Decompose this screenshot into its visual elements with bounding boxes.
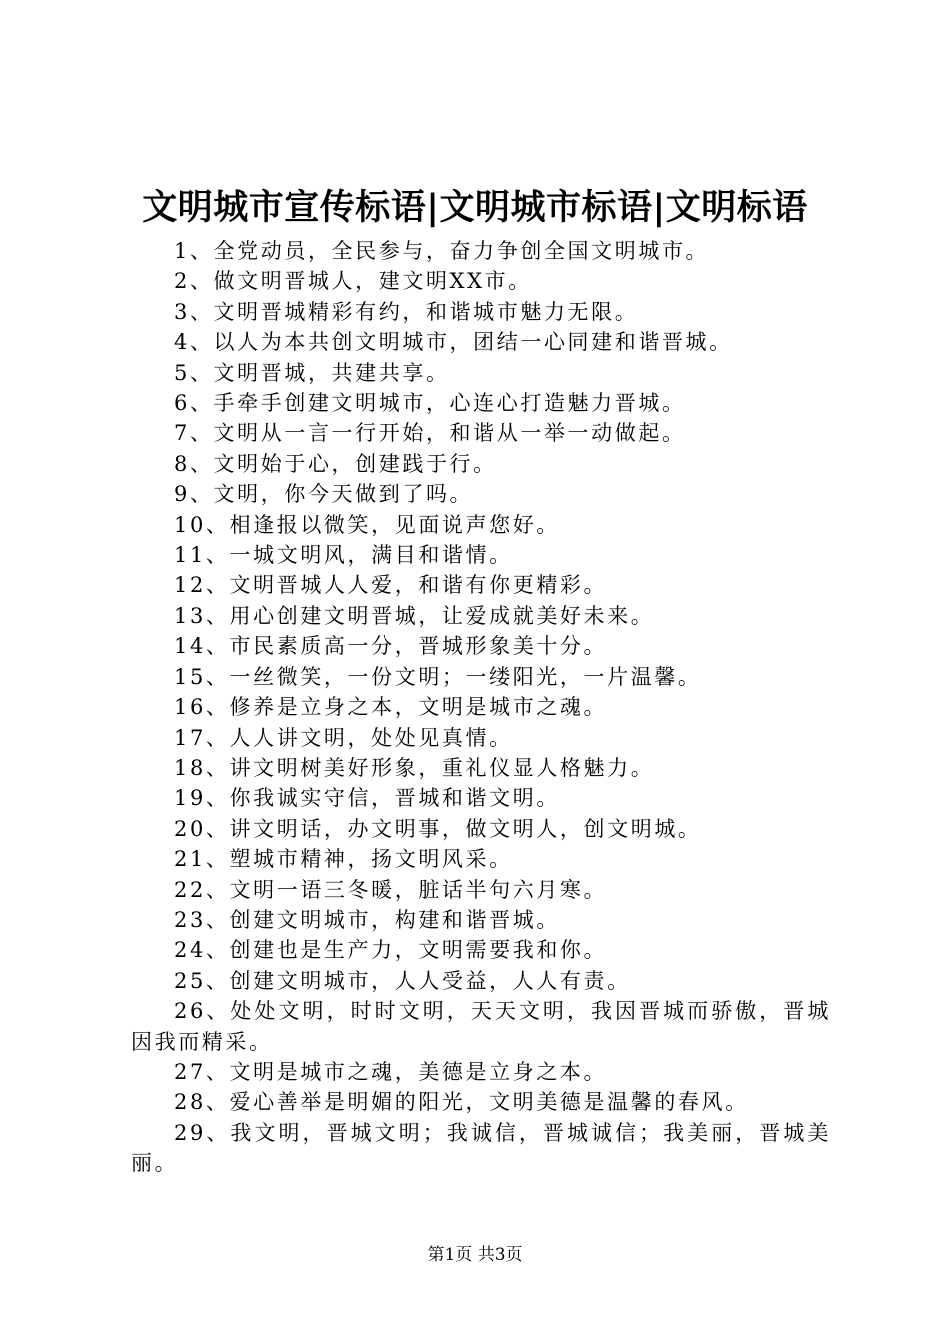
slogan-item: 17、人人讲文明，处处见真情。: [174, 725, 513, 750]
slogan-item: 6、手牵手创建文明城市，心连心打造魅力晋城。: [174, 391, 686, 416]
slogan-item: 11、一城文明风，满目和谐情。: [174, 543, 513, 568]
slogan-item: 14、市民素质高一分，晋城形象美十分。: [174, 634, 608, 659]
slogan-item: 3、文明晋城精彩有约，和谐城市魅力无限。: [174, 299, 639, 324]
slogan-item: 24、创建也是生产力，文明需要我和你。: [174, 938, 608, 963]
slogan-item: 4、以人为本共创文明城市，团结一心同建和谐晋城。: [174, 330, 733, 355]
slogan-item: 20、讲文明话，办文明事，做文明人，创文明城。: [174, 816, 702, 841]
slogan-item: 16、修养是立身之本，文明是城市之魂。: [174, 695, 608, 720]
slogan-list: [131, 236, 831, 1179]
slogan-item: 23、创建文明城市，构建和谐晋城。: [174, 907, 560, 932]
slogan-item: 8、文明始于心，创建践于行。: [174, 451, 497, 476]
slogan-item: 25、创建文明城市，人人受益，人人有责。: [174, 968, 631, 993]
document-title: 文明城市宣传标语|文明城市标语|文明标语: [142, 187, 808, 228]
slogan-item: 9、文明，你今天做到了吗。: [174, 482, 474, 507]
page-footer: 第1页 共3页: [427, 1245, 523, 1265]
slogan-item: 27、文明是城市之魂，美德是立身之本。: [174, 1059, 608, 1084]
slogan-item: 7、文明从一言一行开始，和谐从一举一动做起。: [174, 421, 686, 446]
slogan-item: 1、全党动员，全民参与，奋力争创全国文明城市。: [174, 239, 710, 263]
slogan-item: 21、塑城市精神，扬文明风采。: [174, 847, 513, 872]
slogan-item: 26、处处文明，时时文明，天天文明，我因晋城而骄傲，晋城因我而精采。: [131, 999, 831, 1054]
slogan-item: 18、讲文明树美好形象，重礼仪显人格魅力。: [174, 755, 655, 780]
slogan-item: 10、相逢报以微笑，见面说声您好。: [174, 512, 560, 537]
slogan-item: 29、我文明，晋城文明；我诚信，晋城诚信；我美丽，晋城美丽。: [131, 1120, 831, 1176]
slogan-item: 19、你我诚实守信，晋城和谐文明。: [174, 786, 560, 811]
slogan-item: 28、爱心善举是明媚的阳光，文明美德是温馨的春风。: [174, 1090, 749, 1115]
slogan-item: 15、一丝微笑，一份文明；一缕阳光，一片温馨。: [174, 664, 702, 689]
slogan-item: 22、文明一语三冬暖，脏话半句六月寒。: [174, 877, 608, 902]
slogan-item: 5、文明晋城，共建共享。: [174, 360, 450, 385]
slogan-item: 13、用心创建文明晋城，让爱成就美好未来。: [174, 603, 655, 628]
slogan-item: 2、做文明晋城人，建文明XX市。: [174, 269, 532, 294]
slogan-item: 12、文明晋城人人爱，和谐有你更精彩。: [174, 573, 608, 598]
